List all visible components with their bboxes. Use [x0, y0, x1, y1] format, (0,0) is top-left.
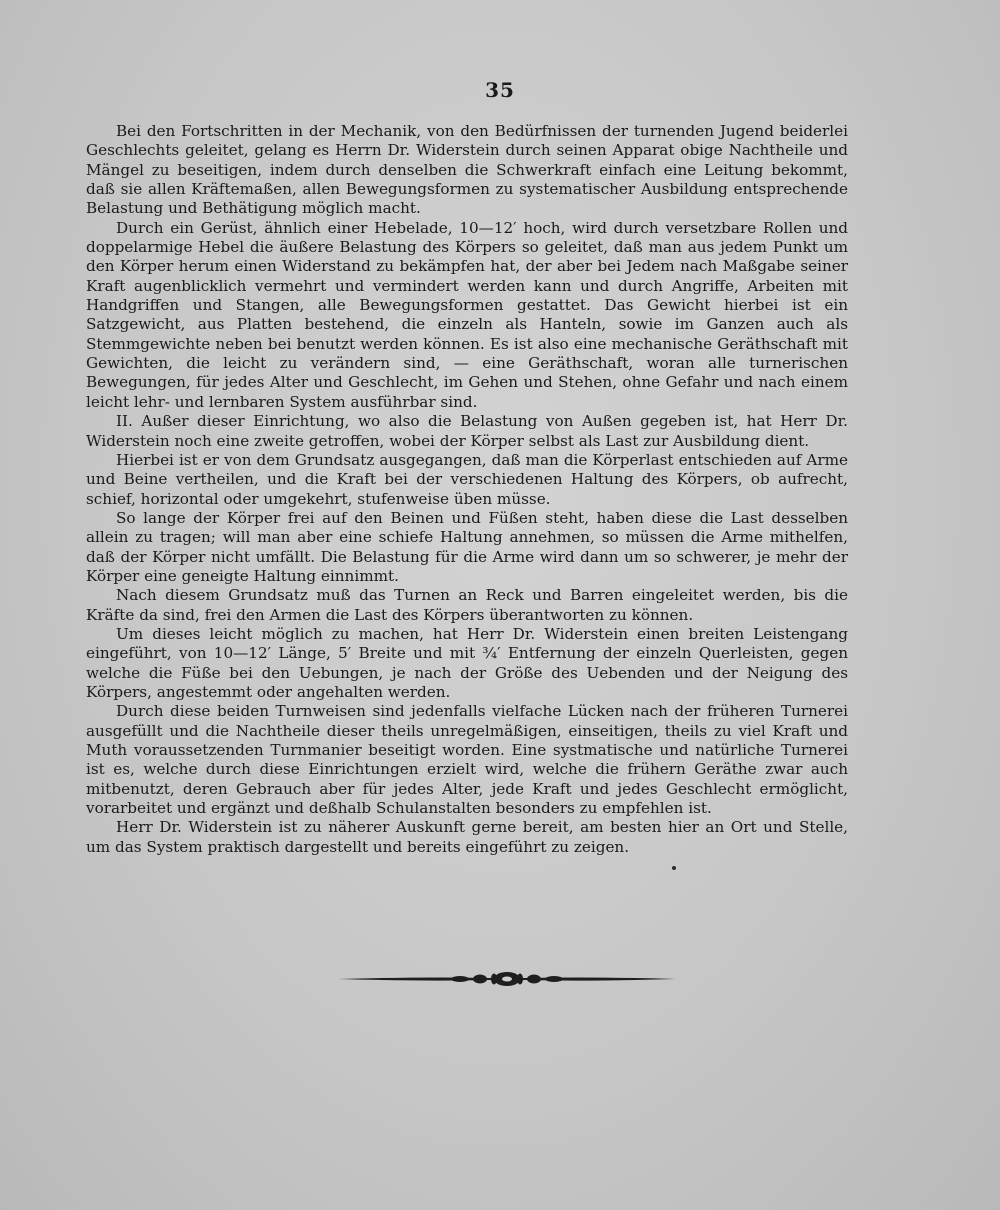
paragraph: Hierbei ist er von dem Grundsatz ausgegangen, daß man die Körperlast entschieden auf Arme und Beine vertheilen, und die Kraft bei der verschiedenen Haltung des Körpers, ob aufrecht, schief, horizontal oder umgekehrt, stufenweise üben müsse.	[86, 450, 848, 508]
paragraph: So lange der Körper frei auf den Beinen und Füßen steht, haben diese die Last desselben allein zu tragen; will man aber eine schiefe Haltung annehmen, so müssen die Arme mithelfen, daß der Körper nicht umfällt. Die Belastung für die Arme wird dann um so schwerer, je mehr der Körper eine geneigte Haltung einnimmt.	[86, 508, 848, 585]
paragraph: Durch ein Gerüst, ähnlich einer Hebelade, 10—12′ hoch, wird durch versetzbare Rollen und doppelarmige Hebel die äußere Belastung des Körpers so geleitet, daß man aus jedem Punkt um den Körper herum einen Widerstand zu bekämpfen hat, der aber bei Jedem nach Maßgabe seiner Kraft augenblicklich vermehrt und vermindert werden kann und durch Angriffe, Arbeiten mit Handgriffen und Stangen, alle Bewegungsformen gestattet. Das Gewicht hierbei ist ein Satzgewicht, aus Platten bestehend, die einzeln als Hanteln, sowie im Ganzen auch als Stemmgewichte neben bei benutzt werden können. Es ist also eine mechanische Geräthschaft mit Gewichten, die leicht zu verändern sind, — eine Geräthschaft, woran alle turnerischen Bewegungen, für jedes Alter und Geschlecht, im Gehen und Stehen, ohne Gefahr und nach einem leicht lehr- und lernbaren System ausführbar sind.	[86, 218, 848, 411]
paragraph: Bei den Fortschritten in der Mechanik, von den Bedürfnissen der turnenden Jugend beiderlei Geschlechts geleitet, gelang es Herrn Dr. Widerstein durch seinen Apparat obige Nachtheile und Mängel zu beseitigen, indem durch denselben die Schwerkraft einfach eine Leitung bekommt, daß sie allen Kräftemaßen, allen Bewegungsformen zu systematischer Ausbildung entsprechende Belastung und Bethätigung möglich macht.	[86, 122, 848, 218]
end-dot	[672, 866, 676, 870]
ornament-divider-icon	[338, 964, 676, 994]
paragraph: Um dieses leicht möglich zu machen, hat Herr Dr. Widerstein einen breiten Leistengang eingeführt, von 10—12′ Länge, 5′ Breite und mit ¾′ Entfernung der einzeln Querleisten, gegen welche die Füße bei den Uebungen, je nach der Größe des Uebenden und der Neigung des Körpers, angestemmt oder angehalten werden.	[86, 624, 848, 701]
paragraph: Nach diesem Grundsatz muß das Turnen an Reck und Barren eingeleitet werden, bis die Kräfte da sind, frei den Armen die Last des Körpers überantworten zu können.	[86, 586, 848, 624]
paragraph: Herr Dr. Widerstein ist zu näherer Auskunft gerne bereit, am besten hier an Ort und Stelle, um das System praktisch dargestellt und bereits eingeführt zu zeigen.	[86, 818, 848, 856]
page-number: 35	[485, 78, 515, 102]
paragraph: Durch diese beiden Turnweisen sind jedenfalls vielfache Lücken nach der früheren Turnerei ausgefüllt und die Nachtheile dieser theils unregelmäßigen, einseitigen, theils zu viel Kraft und Muth voraussetzenden Turnmanier beseitigt worden. Eine systmatische und natürliche Turnerei ist es, welche durch diese Einrichtungen erzielt wird, welche die frühern Geräthe zwar auch mitbenutzt, deren Gebrauch aber für jedes Alter, jede Kraft und jedes Geschlecht ermöglicht, vorarbeitet und ergänzt und deßhalb Schulanstalten besonders zu empfehlen ist.	[86, 702, 848, 818]
paragraph: II. Außer dieser Einrichtung, wo also die Belastung von Außen gegeben ist, hat Herr Dr. Widerstein noch eine zweite getroffen, wobei der Körper selbst als Last zur Ausbildung dient.	[86, 412, 848, 450]
body-text	[86, 122, 848, 857]
